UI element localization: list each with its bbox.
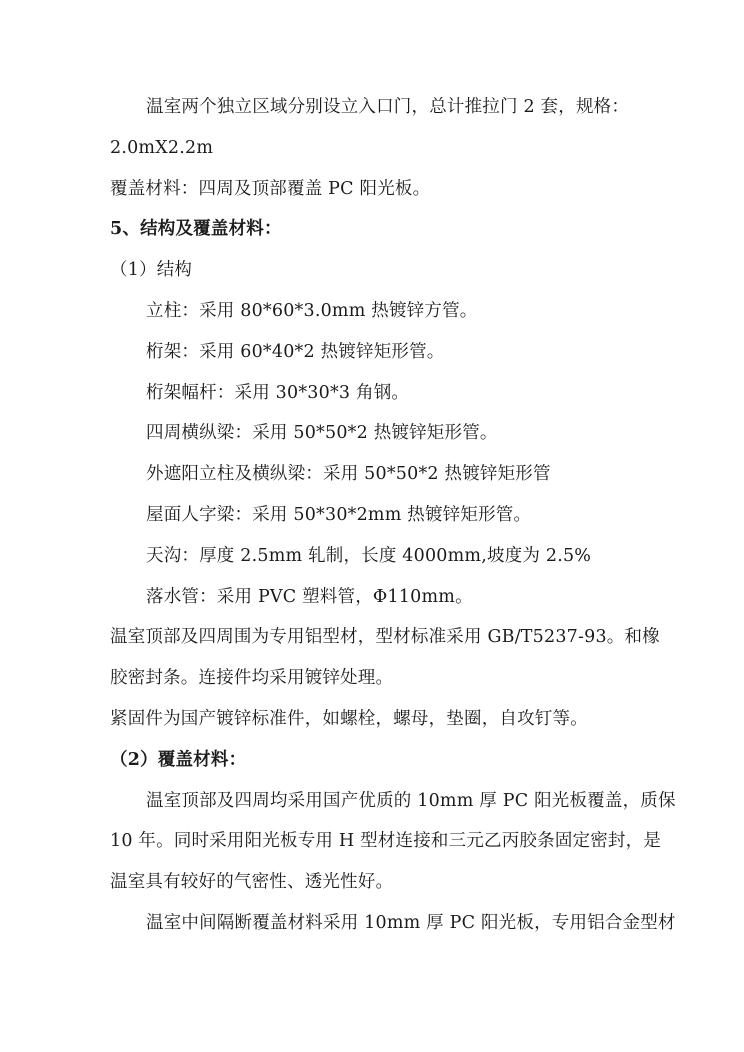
para-aluminum-profile-line2: 胶密封条。连接件均采用镀锌处理。: [110, 668, 394, 689]
para-pc-panel-line3: 温室具有较好的气密性、透光性好。: [110, 872, 394, 893]
spec-column: 立柱：采用 80*60*3.0mm 热镀锌方管。: [146, 300, 478, 321]
para-entry-doors-line1: 温室两个独立区域分别设立入口门，总计推拉门 2 套，规格：: [146, 97, 630, 117]
heading-covering-materials: （2）覆盖材料：: [110, 749, 247, 770]
para-aluminum-profile-line1: 温室顶部及四周围为专用铝型材，型材标准采用 GB/T5237-93。和橡: [110, 627, 660, 648]
para-pc-panel-line1: 温室顶部及四周均采用国产优质的 10mm 厚 PC 阳光板覆盖，质保: [146, 790, 676, 811]
spec-outer-shading-columns: 外遮阳立柱及横纵梁：采用 50*50*2 热镀锌矩形管: [146, 464, 551, 485]
para-covering-summary: 覆盖材料：四周及顶部覆盖 PC 阳光板。: [110, 178, 431, 199]
spec-truss: 桁架：采用 60*40*2 热镀锌矩形管。: [146, 341, 445, 362]
para-fasteners: 紧固件为国产镀锌标准件，如螺栓，螺母，垫圈，自攻钉等。: [110, 708, 588, 729]
subheading-structure: （1）结构: [110, 260, 193, 281]
spec-truss-web-bar: 桁架幅杆：采用 30*30*3 角钢。: [146, 382, 410, 403]
spec-roof-gable-beam: 屋面人字梁：采用 50*30*2mm 热镀锌矩形管。: [146, 504, 532, 525]
document-text-block: [110, 87, 676, 944]
spec-gutter: 天沟：厚度 2.5mm 轧制，长度 4000mm,坡度为 2.5%: [146, 545, 592, 566]
heading-section-5: 5、结构及覆盖材料：: [110, 219, 282, 240]
spec-perimeter-beams: 四周横纵梁：采用 50*50*2 热镀锌矩形管。: [146, 423, 498, 444]
para-partition-covering: 温室中间隔断覆盖材料采用 10mm 厚 PC 阳光板，专用铝合金型材: [146, 912, 676, 933]
spec-downpipe: 落水管：采用 PVC 塑料管，Φ110mm。: [146, 586, 473, 607]
para-entry-doors-line2: 2.0mX2.2m: [110, 137, 214, 158]
para-pc-panel-line2: 10 年。同时采用阳光板专用 H 型材连接和三元乙丙胶条固定密封，是: [110, 831, 662, 852]
